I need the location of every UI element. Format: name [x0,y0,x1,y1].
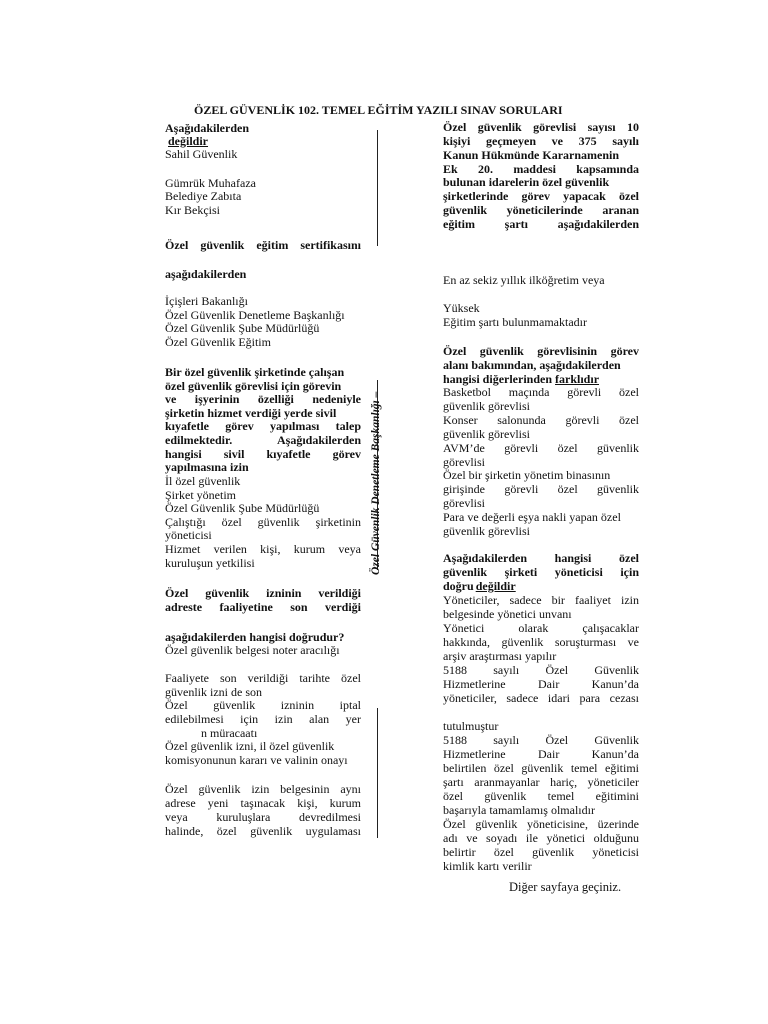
option-text: Yüksek [443,301,480,315]
question-6-text: hangisi diğerlerinden [443,372,553,386]
page-footer-note: Diğer sayfaya geçiniz. [509,880,622,894]
question-4-line: adreste faaliyetine son verdiği [165,600,361,614]
option-text: Hizmetlerine Dair Kanun’da [443,747,639,761]
option-text: Eğitim şartı bulunmamaktadır [443,315,587,329]
option-text: özel güvenlik temel eğitimini [443,789,639,803]
option-text: Özel güvenlik izin belgesinin aynı [165,782,361,796]
question-5-line: kişiyi geçmeyen ve 375 sayılı [443,134,639,148]
option-text: kimlik kartı verilir [443,859,532,873]
option-text: Hizmet verilen kişi, kurum veya [165,542,361,556]
option-text: komisyonunun kararı ve valinin onayı [165,753,348,767]
option-text: Belediye Zabıta [165,189,242,203]
question-3-line: şirketin hizmet verdiği yerde sivil [165,406,337,420]
option-text: şartı aranmayanlar hariç, yöneticiler [443,775,639,789]
question-5-line: şirketlerinde görev yapacak özel [443,189,639,203]
option-text: n müracaatı [201,726,258,740]
question-7-line [443,580,516,593]
question-4-line: Özel güvenlik izninin verildiği [165,586,361,600]
question-5-line: Ek 20. maddesi kapsamında [443,162,639,176]
option-text: Gümrük Muhafaza [165,176,256,190]
column-divider-bottom [377,708,378,838]
option-text: halinde, özel güvenlik uygulaması [165,824,361,838]
option-text: Konser salonunda görevli özel [443,413,639,427]
question-1-line: Aşağıdakilerden [165,121,250,135]
question-5-line: eğitim şartı aşağıdakilerden [443,217,639,231]
option-text: güvenlik görevlisi [443,399,530,413]
question-2-line: Özel güvenlik eğitim sertifikasını [165,238,361,252]
option-text: İl özel güvenlik [165,474,241,488]
question-7-line: Aşağıdakilerden hangisi özel [443,551,639,565]
option-text: güvenlik izni de son [165,685,262,699]
option-text: güvenlik görevlisi [443,427,530,441]
option-text: adı ve soyadı ile yönetici olduğunu [443,831,639,845]
question-3-line: edilmektedir. Aşağıdakilerden [165,433,361,447]
option-text: Özel güvenlik izninin iptal [165,698,361,712]
question-5-line: Özel güvenlik görevlisi sayısı 10 [443,120,639,134]
question-5-line: güvenlik yöneticilerinde aranan [443,203,639,217]
option-text: görevlisi [443,496,485,510]
option-text: Özel bir şirketin yönetim binasının [443,468,611,482]
option-text: Faaliyete son verildiği tarihte özel [165,671,361,685]
option-text: adrese yeni taşınacak kişi, kurum [165,796,361,810]
option-text: veya kuruluşlara devredilmesi [165,810,361,824]
question-4-line: aşağıdakilerden hangisi doğrudur? [165,630,345,644]
option-text: AVM’de görevli özel güvenlik [443,441,639,455]
question-3-line: kıyafetle görev yapılması talep [165,419,361,433]
option-text: yöneticiler, sadece idari para cezası [443,691,639,705]
option-text: Özel Güvenlik Denetleme Başkanlığı [165,308,345,322]
option-text: Özel güvenlik izni, il özel güvenlik [165,739,335,753]
option-text: yöneticisi [165,528,212,542]
option-text: Hizmetlerine Dair Kanun’da [443,677,639,691]
option-text: Sahil Güvenlik [165,147,238,161]
question-3-line: Bir özel güvenlik şirketinde çalışan [165,365,345,379]
option-text: belirtilen özel güvenlik temel eğitimi [443,761,639,775]
option-text: görevlisi [443,455,485,469]
option-text: Özel Güvenlik Şube Müdürlüğü [165,321,320,335]
question-3-line: hangisi sivil kıyafetle görev [165,447,361,461]
question-7-keyword: değildir [475,579,516,593]
question-3-line: ve işyerinin özelliği nedeniyle [165,392,361,406]
question-3-line: özel güvenlik görevlisi için görevin [165,379,342,393]
question-5-line: Kanun Hükmünde Kararnamenin [443,148,620,162]
option-text: belgesinde yönetici unvanı [443,607,572,621]
option-text: Yönetici olarak çalışacaklar [443,621,639,635]
question-3-line: yapılmasına izin [165,460,249,474]
option-text: tutulmuştur [443,719,499,733]
question-5-line: bulunan idarelerin özel güvenlik [443,175,610,189]
question-6-line: Özel güvenlik görevlisinin görev [443,344,639,358]
option-text: girişinde görevli özel güvenlik [443,482,639,496]
question-1-line: değildir [168,134,209,148]
option-text: hakkında, güvenlik soruşturması ve [443,635,639,649]
option-text: Yöneticiler, sadece bir faaliyet izin [443,593,639,607]
option-text: Özel Güvenlik Şube Müdürlüğü [165,501,320,515]
option-text: Özel güvenlik belgesi noter aracılığı [165,643,340,657]
option-text: belirtir özel güvenlik yöneticisi [443,845,639,859]
question-2-line: aşağıdakilerden [165,267,247,281]
option-text: kuruluşun yetkilisi [165,556,255,570]
question-6-keyword: farklıdır [555,372,600,386]
option-text: Özel güvenlik yöneticisine, üzerinde [443,817,639,831]
option-text: arşiv araştırması yapılır [443,649,557,663]
column-divider-top [377,130,378,246]
page-title: ÖZEL GÜVENLİK 102. TEMEL EĞİTİM YAZILI SINAV SORULARI [194,103,563,117]
option-text: Şirket yönetim [165,488,236,502]
option-text: Kır Bekçisi [165,203,220,217]
question-7-line: güvenlik şirketi yöneticisi için [443,565,639,579]
option-text: Para ve değerli eşya nakli yapan özel [443,510,621,524]
option-text: başarıyla tamamlamış olmalıdır [443,803,595,817]
option-text: Çalıştığı özel güvenlik şirketinin [165,515,361,529]
question-6-line: alanı bakımından, aşağıdakilerden [443,358,621,372]
option-text: edilebilmesi için izin alan yer [165,712,361,726]
option-text: güvenlik görevlisi [443,524,530,538]
option-text: 5188 sayılı Özel Güvenlik [443,733,639,747]
option-text: Basketbol maçında görevli özel [443,385,639,399]
option-text: Özel Güvenlik Eğitim [165,335,271,349]
option-text: 5188 sayılı Özel Güvenlik [443,663,639,677]
option-text: İçişleri Bakanlığı [165,294,248,308]
question-7-text: doğru [443,579,474,593]
side-watermark-text: Özel Güvenlik Denetleme Başkanlığı – [370,391,382,575]
option-text: En az sekiz yıllık ilköğretim veya [443,273,605,287]
